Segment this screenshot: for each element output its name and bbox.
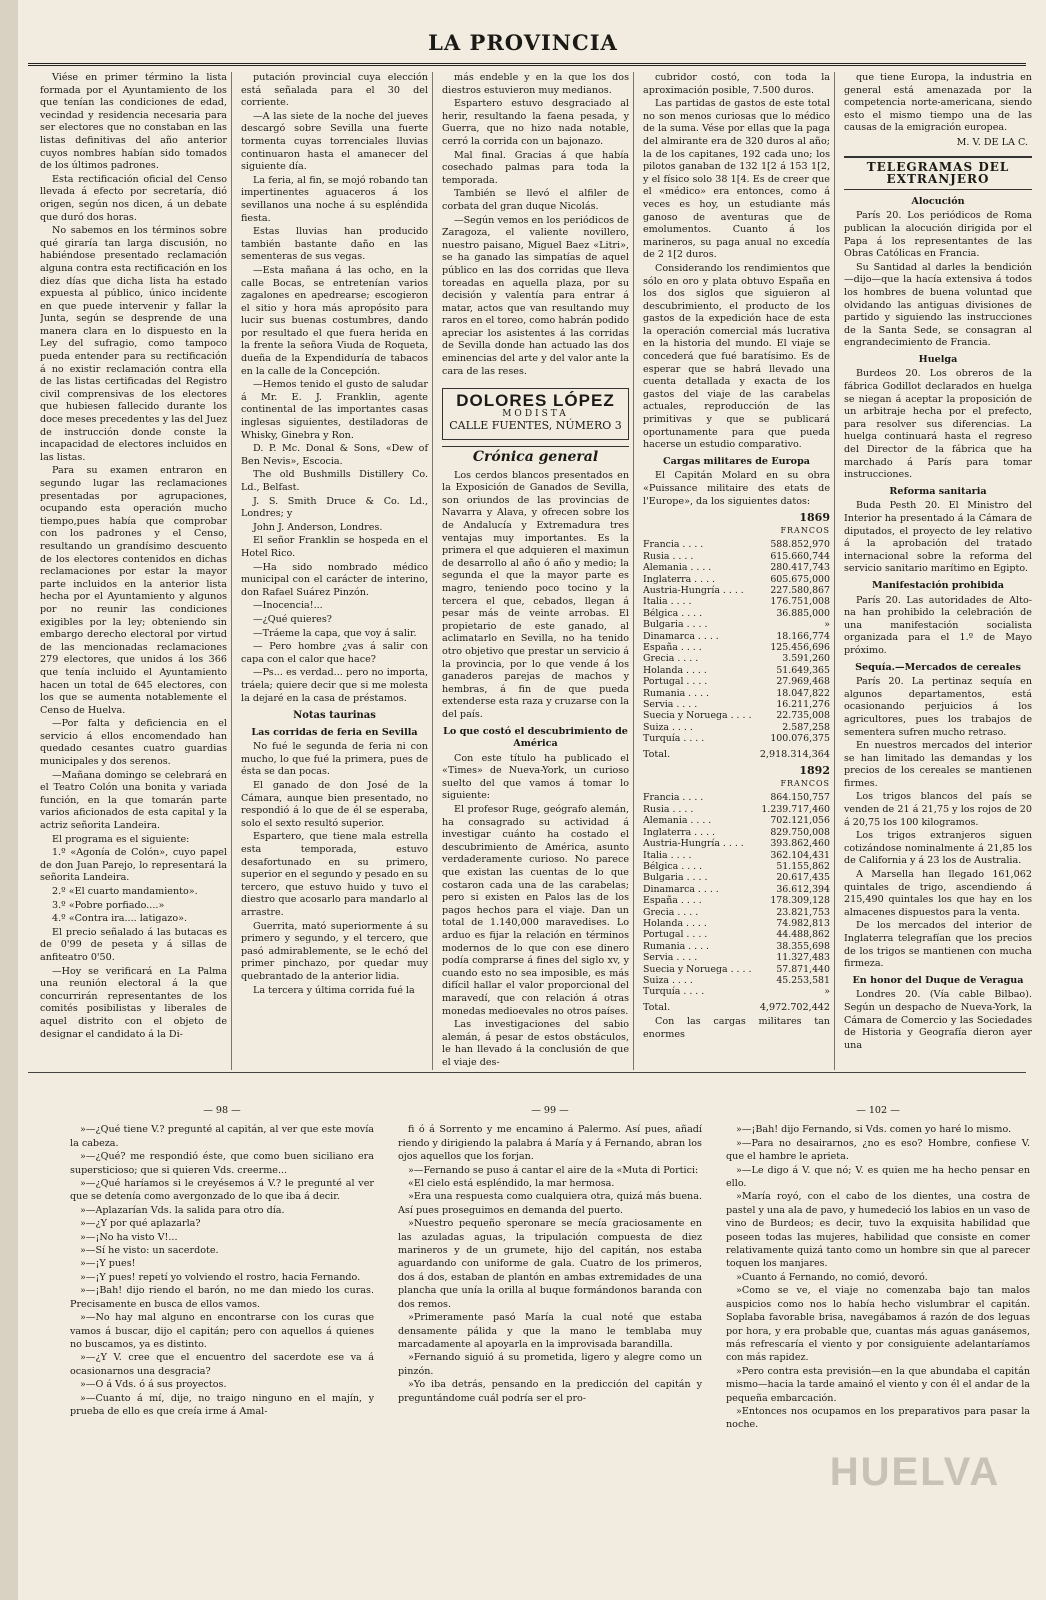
paragraph: —¿Qué quieres? — [253, 613, 332, 625]
table-row — [643, 850, 830, 861]
country-cell: Holanda . . . . — [643, 664, 707, 676]
section-title: TELEGRAMAS DEL EXTRANJERO — [844, 156, 1032, 190]
column-2 — [241, 72, 433, 1070]
country-cell: Grecia . . . . — [643, 653, 699, 665]
ad-name: DOLORES LÓPEZ — [456, 391, 615, 411]
value-cell: 2.587,258 — [782, 721, 830, 733]
page-number: — 98 — — [203, 1105, 241, 1116]
value-cell: 18.166,774 — [776, 630, 830, 642]
masthead: LA PROVINCIA — [428, 30, 618, 55]
country-cell: Suiza . . . . — [643, 974, 693, 986]
table-row — [643, 676, 830, 687]
table-row — [643, 688, 830, 699]
country-cell: Alemania . . . . — [643, 562, 712, 574]
table-currency: FRANCOS — [780, 778, 830, 788]
country-cell: Rusia . . . . — [643, 803, 694, 815]
value-cell: 702.121,056 — [770, 815, 830, 827]
total-value: 2,918.314,364 — [759, 748, 830, 760]
stats-table — [643, 792, 830, 997]
country-cell: Rumania . . . . — [643, 940, 710, 952]
paragraph: —Según vemos en los periódicos de Zaragoza, el valiente novillero, nuestro paisano, Miguel Baez «Litri», se ha ganado las simpatías de aquel público en las dos corridas que lleva toreadas en aquella plaza, por su decisión y valentía para entrar á matar, actos que van resultando muy raros en el toreo, como habrán podido apreciar los asistentes á las corridas de Sevilla donde han actuado las dos eminencias del arte y del valor ante la cara de las reses. — [442, 214, 629, 377]
paragraph: »Pero contra esta previsión—en la que abundaba el capitán mismo—hacia la tarde amainó el viento y con él el andar de la pequeña embarcación. — [726, 1365, 1030, 1404]
table-row — [643, 562, 830, 573]
country-cell: Servia . . . . — [643, 952, 698, 964]
paragraph: »Entonces nos ocupamos en los preparativos para pasar la noche. — [726, 1405, 1030, 1431]
paragraph: »—Le digo á V. que nó; V. es quien me ha hecho pensar en ello. — [726, 1164, 1030, 1190]
value-cell: 44.488,862 — [776, 929, 830, 941]
masthead-rule — [28, 63, 1026, 66]
paragraph: »—¡Y pues! repetí yo volviendo el rostro, hacia Fernando. — [80, 1271, 361, 1283]
section-subtitle: Lo que costó el descubrimiento de América — [443, 725, 628, 750]
total-label: Total. — [643, 1001, 671, 1013]
paragraph: »Nuestro pequeño speronare se mecía graciosamente en las azuladas aguas, la tripulación compuesta de diez marineros y de un grumete, hijo del capitán, nos estaba aguardando con uniforme de gala. Cuatro de los primeros, dos á dos, estaban de plantón en ambas extremidades de una plancha que unía la orilla al buque formándonos baranda con dos remos. — [398, 1218, 702, 1310]
telegram-text: Los trigos blancos del país se venden de 21 á 21,75 y los rojos de 20 á 20,75 los 100 kilogramos. — [844, 791, 1032, 828]
paragraph: 4.º «Contra ira.... latigazo». — [52, 913, 188, 925]
value-cell: 864.150,757 — [770, 792, 830, 804]
paragraph: »—Fernando se puso á cantar el aire de la «Muta di Portici: — [408, 1164, 699, 1176]
table-row — [643, 539, 830, 550]
value-cell: 1.239.717,460 — [761, 803, 830, 815]
telegram-text: París 20. La pertinaz sequía en algunos departamentos, está ocasionando perjuicios á los agricultores, pues los trabajos de sementera sufren mucho retraso. — [844, 676, 1032, 738]
section-subtitle: Las corridas de feria en Sevilla — [251, 726, 418, 738]
value-cell: 22.735,008 — [776, 710, 830, 722]
value-cell: 74.982,813 — [776, 917, 830, 929]
telegram-text: Su Santidad al darles la bendición—dijo—que la hacía extensiva á todos los hombres de buena voluntad que olvidando las antiguas divisiones de partido y siguiendo las instrucciones de la Santa Sede, se consagran al engrandecimiento de Francia. — [844, 261, 1032, 349]
table-row — [643, 975, 830, 986]
table-year: 1892 — [799, 764, 830, 778]
paragraph: —Tráeme la capa, que voy á salir. — [253, 627, 417, 639]
value-cell: » — [824, 986, 830, 998]
table-row — [643, 710, 830, 721]
paragraph: 2.º «El cuarto mandamiento». — [52, 886, 198, 897]
upper-columns — [40, 72, 1040, 1070]
paragraph: El precio señalado á las butacas es de 0'99 de peseta y á sillas de anfiteatro 0'50. — [40, 926, 227, 963]
value-cell: 36.885,000 — [776, 607, 830, 619]
signature: M. V. DE LA C. — [956, 136, 1028, 148]
telegram-text: De los mercados del interior de Inglaterra telegrafían que los precios de los trigos se mantienen con mucha firmeza. — [844, 920, 1032, 970]
country-cell: Rusia . . . . — [643, 550, 694, 562]
paragraph: »—O á Vds. ó á sus proyectos. — [80, 1379, 227, 1391]
value-cell: 27.969,468 — [776, 676, 830, 688]
country-cell: Servia . . . . — [643, 699, 698, 711]
country-cell: Suecia y Noruega . . . . — [643, 963, 752, 975]
table-row — [643, 608, 830, 619]
telegram-heading: Sequía.—Mercados de cereales — [855, 661, 1021, 673]
page-number: — 99 — — [531, 1105, 569, 1116]
archive-watermark — [810, 1450, 1020, 1580]
value-cell: 393.862,460 — [770, 838, 830, 850]
paragraph: »—¿Y V. cree que el encuentro del sacerdote ese va á ocasionarnos una desgracia? — [70, 1352, 374, 1377]
value-cell: » — [824, 619, 830, 631]
country-cell: Turquía . . . . — [643, 986, 705, 998]
paragraph: »—¡Y pues! — [80, 1258, 136, 1270]
table-row — [643, 722, 830, 733]
paragraph: Estas lluvias han producido también bastante daño en las sementeras de sus vegas. — [241, 226, 428, 263]
country-cell: Grecia . . . . — [643, 906, 699, 918]
paragraph: La tercera y última corrida fué la — [253, 984, 415, 996]
paragraph: »María royó, con el cabo de los dientes, una costra de pastel y una ala de pavo, y humedeció los labios en un vaso de vino de Burdeos; es decir, tuvo la exquisita habilidad que poseen todas las mujeres, habilidad que consiste en comer relativamente quizá tanto como un hombre sin que al parecer toquen los manjares. — [726, 1191, 1030, 1270]
scan-edge — [0, 0, 18, 1600]
total-label: Total. — [643, 748, 671, 760]
paragraph: Con las cargas militares tan enormes — [643, 1016, 830, 1040]
country-cell: Inglaterra . . . . — [643, 573, 716, 585]
paragraph: «El cielo está espléndido, la mar hermosa. — [408, 1178, 615, 1190]
paragraph: —Inocencia!... — [253, 600, 323, 612]
country-cell: Italia . . . . — [643, 849, 692, 861]
paragraph: Viése en primer término la lista formada por el Ayuntamiento de los que tenían las condiciones de edad, vecindad y residencia necesaria para ser electores que no constaban en las listas definitivas del año anterior cuyos nombres habían sido tomados de los últimos padrones. — [40, 72, 227, 172]
paragraph: J. S. Smith Druce & Co. Ld., Londres; y — [241, 495, 428, 520]
paragraph: —Ha sido nombrado médico municipal con el carácter de interino, don Rafael Suárez Pinzón. — [241, 561, 428, 598]
paragraph: »Era una respuesta como cualquiera otra, quizá más buena. Así pues proseguimos en demanda del puerto. — [398, 1191, 702, 1216]
telegram-heading: Reforma sanitaria — [889, 485, 987, 497]
country-cell: Bélgica . . . . — [643, 607, 703, 619]
paragraph: más endeble y en la que los dos diestros estuvieron muy medianos. — [442, 72, 629, 96]
telegram-text: En nuestros mercados del interior se han limitado las demandas y los precios de los cereales se mantienen firmes. — [844, 740, 1032, 789]
value-cell: 227.580,867 — [770, 585, 830, 596]
paragraph: —Hemos tenido el gusto de saludar á Mr. E. J. Franklin, agente continental de las importantes casas inglesas siguientes, destiladoras de Whisky, Ginebra y Ron. — [241, 379, 428, 441]
telegram-heading: Manifestación prohibida — [872, 579, 1004, 591]
table-row — [643, 665, 830, 676]
table-row — [643, 929, 830, 940]
country-cell: Austria-Hungría . . . . — [643, 838, 744, 850]
table-row — [643, 699, 830, 710]
value-cell: 20.617,435 — [776, 872, 830, 884]
table-row — [643, 861, 830, 872]
table-row — [643, 733, 830, 744]
paragraph: »—Sí he visto: un sacerdote. — [80, 1245, 219, 1257]
paragraph: »Cuanto á Fernando, no comió, devoró. — [736, 1271, 928, 1283]
table-total — [643, 1002, 830, 1015]
country-cell: Austria-Hungría . . . . — [643, 585, 744, 596]
country-cell: Suiza . . . . — [643, 721, 693, 733]
column-5 — [844, 72, 1036, 1070]
paragraph: Las investigaciones del sabio alemán, á pesar de estos obstáculos, le han llevado á la conclusión de que el viaje des- — [442, 1019, 629, 1068]
value-cell: 178.309,128 — [770, 895, 830, 907]
paragraph: —Por falta y deficiencia en el servicio á ellos encomendado han quedado cesantes cuatro guardias municipales y dos serenos. — [40, 718, 227, 768]
table-currency: FRANCOS — [780, 525, 830, 535]
paragraph: »Fernando siguió á su prometida, ligero y alegre como un pinzón. — [398, 1352, 702, 1377]
table-row — [643, 895, 830, 906]
paragraph: »—¿Y por qué aplazarla? — [80, 1218, 201, 1230]
paragraph: »—¿Qué tiene V.? pregunté al capitán, al ver que este movía la cabeza. — [70, 1124, 374, 1149]
paragraph: que tiene Europa, la industria en general está amenazada por la competencia norte-americana, siendo esto el mismo tiempo una de las causas de la emigración europea. — [844, 72, 1032, 134]
paragraph: Para su examen entraron en segundo lugar las reclamaciones presentadas por agrupaciones, ocupando esta operación mucho tiempo,pues había que comprobar con los padrones y el Censo, resultando un grandísimo descuento de los electores contenidos en dichas reclamaciones por estar la mayor parte incluidos en la anterior lista hecha por el Ayuntamiento y algunos por no reunir las condiciones exigibles por la ley; obteniendo sin embargo derecho electoral por virtud de las mencionadas reclamaciones 279 electores, que unidos á los 366 que tenía incluido el Ayuntamiento hacen un total de 645 electores, con los que se aumenta notablemente el Censo de Huelva. — [40, 465, 227, 716]
country-cell: España . . . . — [643, 642, 702, 654]
paragraph: Espartero, que tiene mala estrella esta temporada, estuvo desafortunado en su primero, superior en el segundo y pesado en su tercero, que estuvo huido y tuvo el diestro que acosarlo para mandarlo al arrastre. — [241, 831, 428, 918]
table-row — [643, 574, 830, 585]
country-cell: Francia . . . . — [643, 539, 704, 551]
table-row — [643, 551, 830, 562]
table-row — [643, 838, 830, 849]
table-total — [643, 749, 830, 762]
paragraph: El ganado de don José de la Cámara, aunque bien presentado, no respondió á lo que de él se esperaba, solo el sexto resultó superior. — [241, 780, 428, 829]
paragraph: »—¡Bah! dijo Fernando, si Vds. comen yo haré lo mismo. — [736, 1124, 1012, 1136]
value-cell: 36.612,394 — [776, 883, 830, 895]
country-cell: Dinamarca . . . . — [643, 630, 719, 642]
page-number: — 102 — — [856, 1105, 900, 1116]
country-cell: Portugal . . . . — [643, 929, 708, 941]
telegram-text: Buda Pesth 20. El Ministro del Interior ha presentado á la Cámara de diputados, el proyecto de ley relativo á la aprobación del tratado internacional sobre la reforma del servicio sanitario marítimo en Egipto. — [844, 500, 1032, 575]
table-row — [643, 941, 830, 952]
column-3 — [442, 72, 634, 1070]
column-1 — [40, 72, 232, 1070]
country-cell: Turquía . . . . — [643, 733, 705, 745]
paragraph: El profesor Ruge, geógrafo alemán, ha consagrado su actividad á investigar cuánto ha costado el descubrimiento de América, asunto verdaderamente curioso. No parece que existan las cuentas de lo que costaron cada una de las carabelas; pero si existen en Palos las de los pagos hechos para el viaje. Dan un total de 1.140,000 maravedises. Lo arduo es fijar la relación en términos modernos de lo que con ese dinero podía comprarse á fines del siglo xv, y cuando esto no sea imposible, es más difícil hallar el valor proporcional del maravedí, que con relación á otras monedas medioevales no otros países. — [442, 804, 629, 1017]
table-row — [643, 872, 830, 883]
paragraph: También se llevó el alfiler de corbata del gran duque Nicolás. — [442, 188, 629, 212]
telegram-text: Los trigos extranjeros siguen cotizándose nominalmente á 21,85 los de California y á 23 los de Australia. — [844, 830, 1032, 867]
country-cell: Bulgaria . . . . — [643, 619, 708, 631]
paragraph: —A las siete de la noche del jueves descargó sobre Sevilla una fuerte tormenta cuyas torrenciales lluvias continuaron hasta el amanecer del siguiente día. — [241, 110, 428, 173]
value-cell: 829.750,008 — [770, 826, 830, 838]
value-cell: 3.591,260 — [782, 653, 830, 665]
value-cell: 605.675,000 — [770, 573, 830, 585]
telegram-heading: En honor del Duque de Veragua — [852, 974, 1024, 986]
table-row — [643, 918, 830, 929]
value-cell: 18.047,822 — [776, 687, 830, 699]
country-cell: Italia . . . . — [643, 596, 692, 608]
paragraph: D. P. Mc. Donal & Sons, «Dew of Ben Nevis», Escocia. — [241, 443, 428, 467]
telegram-heading: Alocución — [911, 195, 965, 207]
total-value: 4,972.702,442 — [759, 1001, 830, 1013]
paragraph: Las partidas de gastos de este total no son menos curiosas que lo médico de la suma. Vése por ellas que la paga del almirante era de 320 duros al año; la de los capitanes, 192 cada uno; los pilotos ganaban de 132 1[2 á 153 1[2, y el físico solo 38 1[4. Es de creer que el «médico» era entonces, como á veces es hoy, un estudiante más ganoso de aventuras que de emolumentos. Cuanto á los marineros, su paga anual no excedía de 2 1[2 duros. — [643, 98, 830, 261]
telegram-text: Londres 20. (Vía cable Bilbao). Según un despacho de Nueva-York, la Cámara de Comercio y las Sociedades de Historia y Geografía dieron ayer una — [844, 989, 1032, 1051]
value-cell: 51.649,365 — [776, 664, 830, 676]
paragraph: »—Cuanto á mí, dije, no traigo ninguno en el majín, y prueba de ello es que creía irme á Amal- — [70, 1392, 374, 1417]
country-cell: Alemania . . . . — [643, 815, 712, 827]
table-row — [643, 815, 830, 826]
section-title: Notas taurinas — [293, 710, 376, 722]
paragraph: »—No hay mal alguno en encontrarse con los curas que vamos á buscar, dijo el capitán; pero con aquellos á quienes no buscamos, ya es distinto. — [70, 1312, 374, 1350]
telegram-text: Burdeos 20. Los obreros de la fábrica Godillot declarados en huelga se niegan á aceptar la proposición de un arbitraje hecha por el prefecto, para resolver sus diferencias. La huelga continuará hasta el regreso del Director de la fábrica que ha marchado á París para tomar instrucciones. — [844, 368, 1032, 481]
advertisement — [442, 388, 629, 440]
paragraph: Esta rectificación oficial del Censo llevada á efecto por secretaría, dió origen, según nos dicen, á un debate que duró dos horas. — [40, 173, 227, 223]
serial-column — [70, 1104, 374, 1584]
paragraph: »Primeramente pasó María la cual noté que estaba densamente pálida y que la mano le temblaba muy marcadamente al apoyarla en la improvisada barandilla. — [398, 1312, 702, 1350]
table-row — [643, 619, 830, 630]
table-row — [643, 585, 830, 596]
telegram-text: A Marsella han llegado 161,062 quintales de trigo, ascendiendo á 215,490 quintales los que hay en los almacenes dispuestos para la venta. — [844, 869, 1032, 918]
paragraph: cubridor costó, con toda la aproximación posible, 7.500 duros. — [643, 72, 830, 96]
country-cell: Bélgica . . . . — [643, 860, 703, 872]
paragraph: El programa es el siguiente: — [52, 833, 190, 845]
paragraph: —Esta mañana á las ocho, en la calle Bocas, se entretenían varios zagalones en apedrearse; escogieron el sitio y hora más apropósito para lucir sus buenas costumbres, dando por resultado el que fuera herida en la frente la señora Viuda de Roqueta, dueña de la Expendiduría de tabacos en la calle de la Concepción. — [241, 264, 428, 377]
country-cell: Dinamarca . . . . — [643, 883, 719, 895]
value-cell: 125.456,696 — [770, 642, 830, 654]
paragraph: El señor Franklin se hospeda en el Hotel Rico. — [241, 535, 428, 559]
table-row — [643, 907, 830, 918]
table-row — [643, 792, 830, 803]
paragraph: Guerrita, mató superiormente á su primero y segundo, y el tercero, que pasó admirablemente, se le echó del primer pinchazo, por quedar muy quebrantado de la anterior lidia. — [241, 920, 428, 982]
value-cell: 615.660,744 — [770, 550, 830, 562]
paragraph: »—¡Bah! dijo riendo el barón, no me dan miedo los curas. Precisamente en busca de ellos vamos. — [70, 1285, 374, 1310]
country-cell: Portugal . . . . — [643, 676, 708, 688]
paragraph: »—Aplazarían Vds. la salida para otro día. — [80, 1204, 285, 1216]
telegram-heading: Huelga — [918, 353, 958, 365]
paragraph: »—¿Qué haríamos si le creyésemos á V.? le pregunté al ver que se detenía como avergonzado de lo que iba á decir. — [70, 1178, 374, 1203]
paragraph: Espartero estuvo desgraciado al herir, resultando la faena pesada, y Guerra, que no hizo nada notable, cerró la corrida con un bajonazo. — [442, 98, 629, 147]
paragraph: »Yo iba detrás, pensando en la predicción del capitán y preguntándome cuál podría ser el pro- — [398, 1379, 702, 1404]
table-row — [643, 884, 830, 895]
country-cell: Francia . . . . — [643, 792, 704, 804]
table-row — [643, 596, 830, 607]
table-year: 1869 — [799, 511, 830, 525]
value-cell: 38.355,698 — [776, 940, 830, 952]
watermark-text: HUELVA — [829, 1450, 1001, 1494]
paragraph: 1.º «Agonía de Colón», cuyo papel de don Juan Parejo, lo representará la señorita Landeira. — [40, 847, 227, 884]
value-cell: 11.327,483 — [776, 952, 830, 964]
table-row — [643, 827, 830, 838]
paragraph: Mal final. Gracias á que había cosechado palmas para toda la temporada. — [442, 149, 629, 186]
paragraph: No fué le segunda de feria ni con mucho, lo que fué la primera, pues de ésta se dan pocas. — [241, 741, 428, 778]
paragraph: Con este título ha publicado el «Times» de Nueva-York, un curioso suelto del que vamos á tomar lo siguiente: — [442, 752, 629, 802]
paragraph: —Mañana domingo se celebrará en el Teatro Colón una bonita y variada función, en la que tomarán parte varios aficionados de esta capital y la actriz señorita Landeira. — [40, 769, 227, 832]
paragraph: — Pero hombre ¿vas á salir con capa con el calor que hace? — [241, 641, 428, 665]
paragraph: —Ps... es verdad... pero no importa, tráela; quiere decir que si me molesta la dejaré en la casa de préstamos. — [241, 667, 428, 704]
country-cell: Rumania . . . . — [643, 687, 710, 699]
section-title: Crónica general — [442, 446, 629, 464]
paragraph: »—¿Qué? me respondió éste, que como buen siciliano era supersticioso; que si quieren Vds. creerme... — [70, 1151, 374, 1176]
table-row — [643, 642, 830, 653]
value-cell: 57.871,440 — [776, 963, 830, 975]
paragraph: The old Bushmills Distillery Co. Ld., Belfast. — [241, 469, 428, 493]
country-cell: Bulgaria . . . . — [643, 872, 708, 884]
paragraph: »—¡No ha visto V!... — [80, 1231, 178, 1243]
stats-table — [643, 539, 830, 744]
value-cell: 100.076,375 — [770, 733, 830, 745]
paragraph: El Capitán Molard en su obra «Puissance militaire des etats de l'Europe», da los siguientes datos: — [643, 470, 830, 507]
section-subtitle: Cargas militares de Europa — [662, 455, 811, 467]
paragraph: La feria, al fin, se mojó robando tan impertinentes aguaceros á los sevillanos una noche á su espléndida fiesta. — [241, 174, 428, 224]
paragraph: »Como se ve, el viaje no comenzaba bajo tan malos auspicios como nos lo había hecho vislumbrar el capitán. Soplaba favorable brisa, navegábamos á razón de dos leguas por hora, y era probable que, cuantas más aguas ganásemos, más refrescaría el viento y por consiguiente adelantaríamos con más rapidez. — [726, 1285, 1030, 1364]
telegram-text: París 20. Las autoridades de Alto-na han prohibido la celebración de una manifestación socialista organizada para el 1.º de Mayo próximo. — [844, 594, 1032, 656]
value-cell: 51.155,862 — [776, 860, 830, 872]
section-divider — [28, 1072, 1026, 1073]
paragraph: putación provincial cuya elección está señalada para el 30 del corriente. — [241, 72, 428, 109]
value-cell: 362.104,431 — [770, 849, 830, 861]
paragraph: Los cerdos blancos presentados en la Exposición de Ganados de Sevilla, son oriundos de las provincias de Navarra y Alava, y ofrecen sobre los de Andalucía y Extremadura tres ventajas muy importantes. Es la primera el que adquieren el maximun de desarrollo al año ó año y medio; la segunda el que la mayor parte es magro, teniendo poco tocino y la tercera el que, cebados, llegan á pesar más de veinte arrobas. El propietario de este ganado, al aclimatarlo en Sevilla, no ha tenido otro objetivo que prestar un servicio á la provincia, por lo que vende á los ganaderos parejas de machos y hembras, á fin de que pueda extenderse esta raza y cruzarse con la del país. — [442, 469, 629, 720]
table-row — [643, 631, 830, 642]
country-cell: Inglaterra . . . . — [643, 826, 716, 838]
table-row — [643, 952, 830, 963]
paragraph: 3.º «Pobre porfiado....» — [52, 899, 165, 911]
telegram-text: París 20. Los periódicos de Roma publican la alocución dirigida por el Papa á los representantes de las Obras Católicas en Francia. — [844, 210, 1032, 260]
value-cell: 176.751,008 — [770, 596, 830, 608]
value-cell: 45.253,581 — [776, 974, 830, 986]
table-row — [643, 804, 830, 815]
table-row — [643, 964, 830, 975]
paragraph: fi ó á Sorrento y me encamino á Palermo. Así pues, añadí riendo y dirigiendo la palabra á María y á Fernando, abran los ojos aquellos que los forjan. — [398, 1124, 702, 1163]
paragraph: Considerando los rendimientos que sólo en oro y plata obtuvo España en los dos siglos que siguieron al descubrimiento, el producto de los gastos de la expedición hace de esta la operación comercial más lucrativa en la historia del mundo. El viaje se concederá que fué baratísimo. Es de esperar que se habrá llevado una cuenta detallada y exacta de los gastos del viaje de las carabelas actuales, reproducción de las primitivas y que se publicará oportunamente para que pueda hacerse un estudio comparativo. — [643, 262, 830, 451]
paragraph: John J. Anderson, Londres. — [253, 521, 383, 533]
paragraph: —Hoy se verificará en La Palma una reunión electoral á la que concurrirán representantes de los comités posibilistas y liberales de aquel distrito con el objeto de designar el candidato á la Di- — [40, 965, 227, 1040]
table-row — [643, 653, 830, 664]
value-cell: 23.821,753 — [776, 906, 830, 918]
ad-trade: MODISTA — [502, 408, 569, 419]
country-cell: España . . . . — [643, 895, 702, 907]
paragraph: »—Para no desairarnos, ¿no es eso? Hombre, confiese V. que el hambre le aprieta. — [726, 1137, 1030, 1163]
country-cell: Holanda . . . . — [643, 917, 707, 929]
value-cell: 280.417,743 — [770, 562, 830, 574]
value-cell: 588.852,970 — [770, 539, 830, 551]
value-cell: 16.211,276 — [776, 699, 830, 711]
paragraph: No sabemos en los términos sobre qué giraría tan larga discusión, no habiéndose presentado reclamación alguna contra esta rectificación en los diez días que dicha lista ha estado expuesta al público, único incidente en que puede intervenir y fallar la Junta, según se desprende de una manera clara en lo dispuesto en la Ley del sufragio, como tampoco pueda entender para su rectificación á no existir reclamación contra ella de las listas certificadas del Registro civil comprensivas de los electores que hubiesen fallecido durante los doce meses precedentes y las del Juez de instrucción donde conste la incapacidad de electores incluidos en las listas. — [40, 225, 227, 463]
column-4 — [643, 72, 835, 1070]
country-cell: Suecia y Noruega . . . . — [643, 710, 752, 722]
serial-column — [398, 1104, 702, 1584]
ad-address: CALLE FUENTES, NÚMERO 3 — [449, 419, 622, 433]
table-row — [643, 986, 830, 997]
